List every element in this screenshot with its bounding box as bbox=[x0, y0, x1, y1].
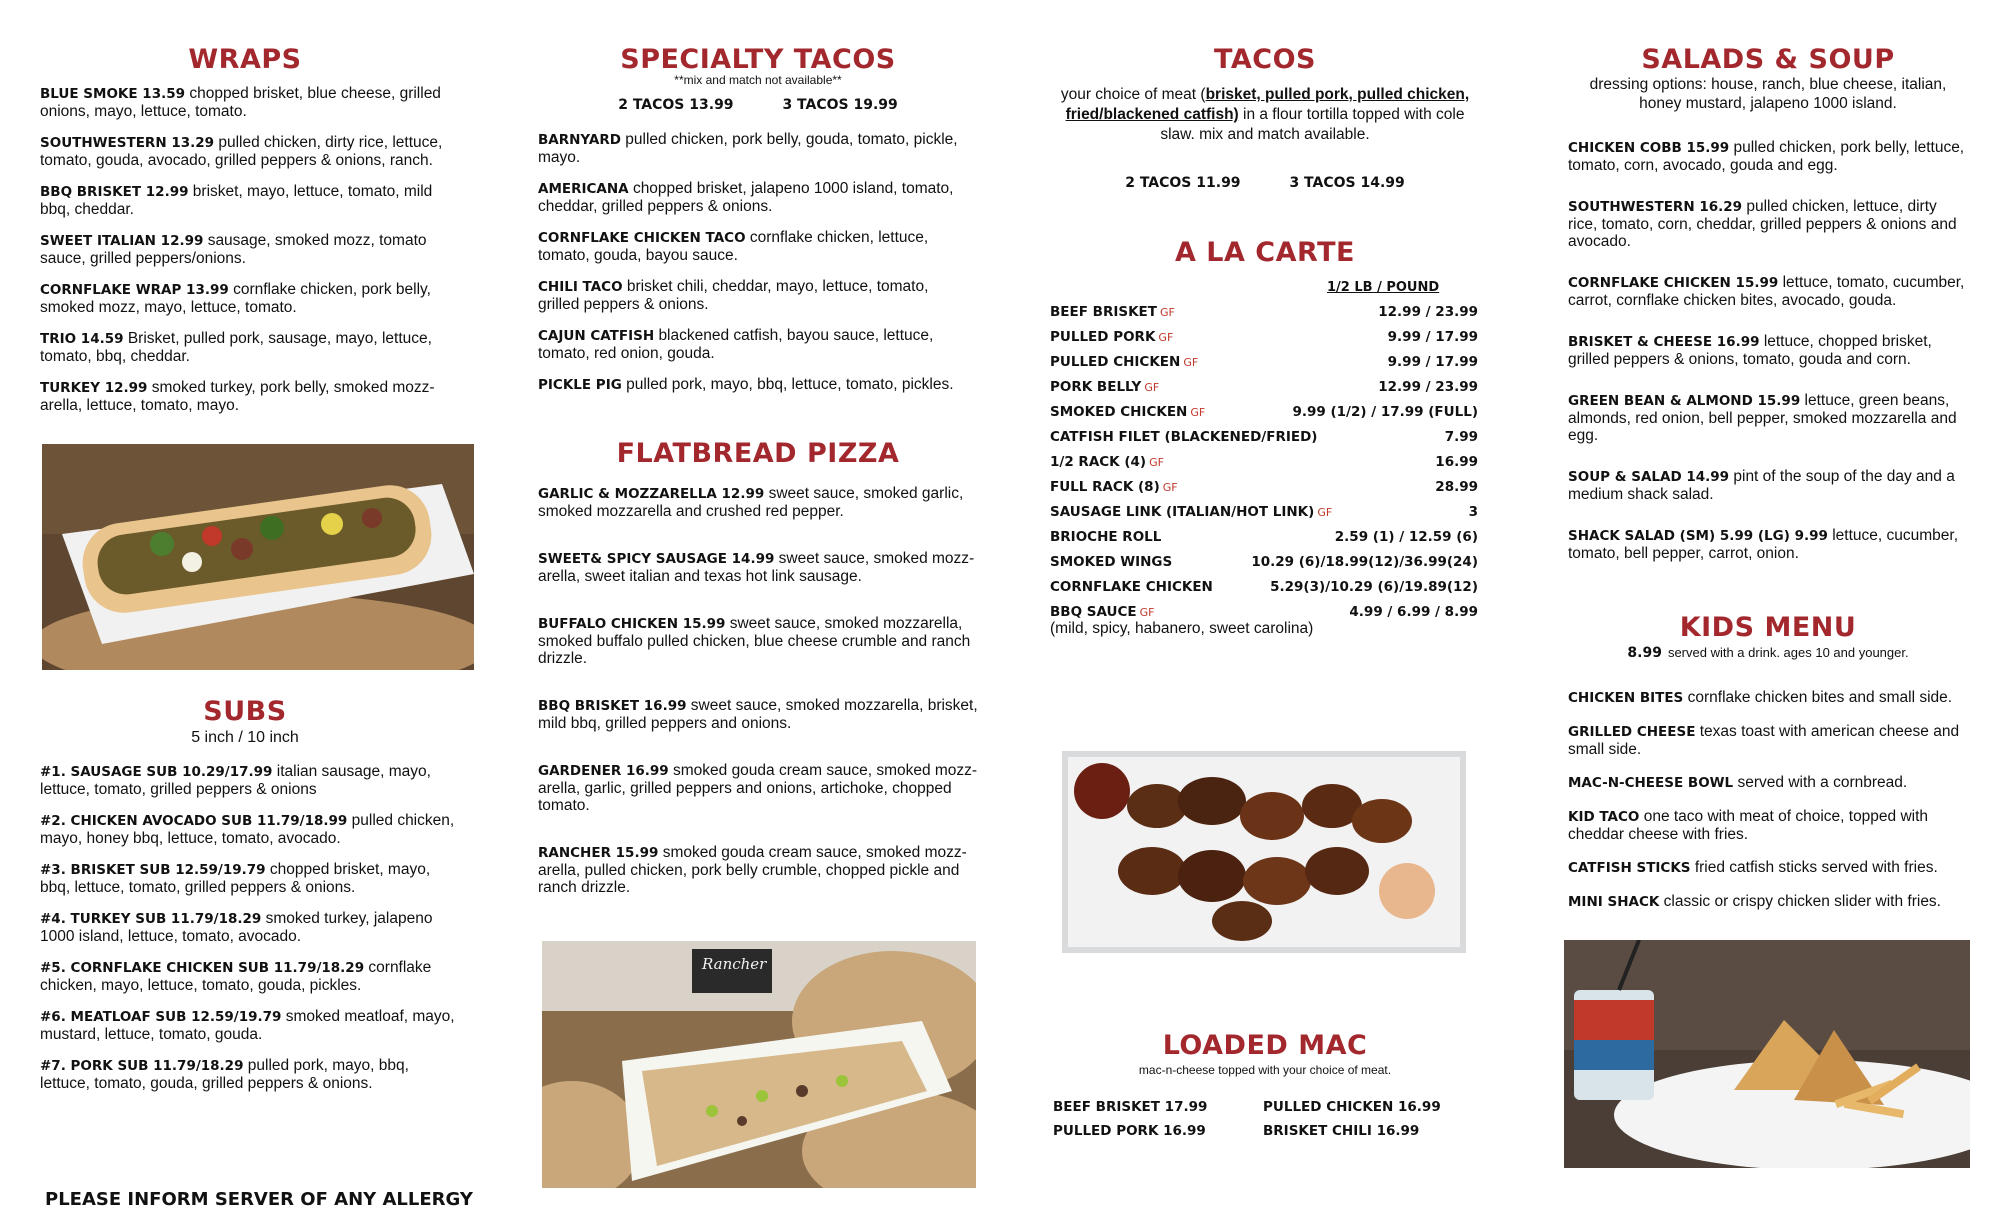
row-name: SMOKED WINGS bbox=[1050, 553, 1173, 570]
kids-price: 8.99 bbox=[1627, 645, 1662, 661]
gf-badge: GF bbox=[1144, 380, 1160, 394]
list-item bbox=[40, 910, 460, 945]
item-desc: smoked gouda cream sauce, smoked mozz-arella, pulled chicken, pork belly crumble, chopped pickle and ranch drizzle. bbox=[538, 844, 967, 896]
grilled-cheese-photo bbox=[1564, 940, 1970, 1168]
gf-badge: GF bbox=[1317, 505, 1333, 519]
row-price: 5.29(3)/10.29 (6)/19.89(12) bbox=[1270, 578, 1478, 595]
item-name: CHILI TACO bbox=[538, 279, 623, 295]
item-name: #7. PORK SUB 11.79/18.29 bbox=[40, 1058, 244, 1074]
item-desc: blackened catfish, bayou sauce, lettuce, tomato, red onion, gouda. bbox=[538, 327, 934, 362]
column-wraps-subs bbox=[40, 0, 470, 428]
list-item bbox=[1568, 392, 1968, 444]
photo-sign-text: Rancher bbox=[702, 955, 767, 973]
price-2-tacos: 2 TACOS 11.99 bbox=[1125, 175, 1241, 191]
row-price: 12.99 / 23.99 bbox=[1378, 378, 1478, 395]
tacos-intro-a: your choice of meat ( bbox=[1060, 86, 1206, 103]
row-price: 28.99 bbox=[1435, 478, 1478, 495]
row-price: 2.59 (1) / 12.59 (6) bbox=[1334, 528, 1478, 545]
item-name: KID TACO bbox=[1568, 809, 1640, 825]
list-item bbox=[1568, 274, 1968, 309]
gf-badge: GF bbox=[1190, 405, 1206, 419]
item-desc: pint of the soup of the day and a medium shack salad. bbox=[1568, 468, 1955, 503]
gf-badge: GF bbox=[1158, 330, 1174, 344]
row-name: BBQ SAUCE bbox=[1050, 603, 1137, 620]
row-name: 1/2 RACK (4) bbox=[1050, 453, 1147, 470]
table-row bbox=[1050, 324, 1478, 349]
row-name: PULLED PORK bbox=[1050, 328, 1156, 345]
item-name: SHACK SALAD (SM) 5.99 (LG) 9.99 bbox=[1568, 528, 1828, 544]
item-name: #3. BRISKET SUB 12.59/19.79 bbox=[40, 862, 266, 878]
flatbread-photo bbox=[542, 941, 976, 1188]
wraps-title: WRAPS bbox=[188, 44, 302, 75]
list-item bbox=[40, 183, 450, 218]
list-item bbox=[40, 1057, 460, 1092]
row-price: 10.29 (6)/18.99(12)/36.99(24) bbox=[1251, 553, 1478, 570]
list-item bbox=[538, 615, 978, 667]
kids-title: KIDS MENU bbox=[1679, 612, 1857, 643]
list-item bbox=[538, 485, 978, 520]
price-2-tacos: 2 TACOS 13.99 bbox=[618, 97, 734, 113]
item-desc: sweet sauce, smoked mozzarella, brisket, mild bbq, grilled peppers and onions. bbox=[538, 697, 978, 732]
list-item bbox=[538, 762, 978, 814]
item-desc: Brisket, pulled pork, sausage, mayo, lettuce, tomato, bbq, cheddar. bbox=[40, 330, 432, 365]
item-desc: brisket chili, cheddar, mayo, lettuce, tomato, grilled peppers & onions. bbox=[538, 278, 929, 313]
list-item bbox=[538, 180, 958, 215]
list-item bbox=[1568, 333, 1968, 368]
table-row bbox=[1050, 449, 1478, 474]
list-item bbox=[538, 376, 958, 394]
item-name: #5. CORNFLAKE CHICKEN SUB 11.79/18.29 bbox=[40, 960, 365, 976]
item-name: TURKEY 12.99 bbox=[40, 380, 148, 396]
loaded-mac-section bbox=[1050, 1030, 1480, 1139]
list-item bbox=[40, 959, 460, 994]
item-desc: classic or crispy chicken slider with fries. bbox=[1663, 893, 1941, 910]
item-name: #4. TURKEY SUB 11.79/18.29 bbox=[40, 911, 262, 927]
list-item: BEEF BRISKET 17.99 bbox=[1053, 1099, 1208, 1115]
item-desc: lettuce, chopped brisket, grilled peppers & onions, tomato, gouda and corn. bbox=[1568, 333, 1932, 368]
row-price: 4.99 / 6.99 / 8.99 bbox=[1349, 603, 1478, 620]
row-price: 9.99 (1/2) / 17.99 (FULL) bbox=[1292, 403, 1478, 420]
item-desc: cornflake chicken, lettuce, tomato, gouda, bayou sauce. bbox=[538, 229, 929, 264]
row-price: 7.99 bbox=[1444, 428, 1478, 445]
row-name: FULL RACK (8) bbox=[1050, 478, 1160, 495]
flatbread-title: FLATBREAD PIZZA bbox=[616, 438, 900, 469]
tacos-intro bbox=[1050, 85, 1480, 145]
item-desc: texas toast with american cheese and small side. bbox=[1568, 723, 1960, 758]
sauce-note: (mild, spicy, habanero, sweet carolina) bbox=[1050, 620, 1314, 637]
list-item bbox=[538, 550, 978, 585]
specialty-tacos-list bbox=[538, 131, 978, 394]
wraps-list bbox=[40, 85, 470, 414]
item-name: CORNFLAKE WRAP 13.99 bbox=[40, 282, 229, 298]
table-row bbox=[1050, 549, 1478, 574]
table-row bbox=[1050, 524, 1478, 549]
list-item: BRISKET CHILI 16.99 bbox=[1263, 1123, 1420, 1139]
gf-badge: GF bbox=[1139, 605, 1155, 619]
tacos-title: TACOS bbox=[1214, 44, 1316, 75]
item-name: MINI SHACK bbox=[1568, 894, 1660, 910]
row-price: 12.99 / 23.99 bbox=[1378, 303, 1478, 320]
table-row bbox=[1050, 374, 1478, 399]
item-desc: lettuce, cucumber, tomato, bell pepper, carrot, onion. bbox=[1568, 527, 1959, 562]
a-la-carte-title: A LA CARTE bbox=[1175, 237, 1355, 268]
row-name: BEEF BRISKET bbox=[1050, 303, 1157, 320]
list-item bbox=[40, 861, 460, 896]
tacos-meat-options: brisket, pulled pork, pulled chicken, fried/blackened catfish) bbox=[1065, 86, 1470, 123]
subs-list bbox=[40, 763, 470, 1092]
row-name: PULLED CHICKEN bbox=[1050, 353, 1181, 370]
list-item bbox=[1568, 689, 1968, 707]
item-name: BUFFALO CHICKEN 15.99 bbox=[538, 616, 726, 632]
list-item bbox=[538, 278, 958, 313]
item-desc: one taco with meat of choice, topped with cheddar cheese with fries. bbox=[1568, 808, 1929, 843]
item-name: GREEN BEAN & ALMOND 15.99 bbox=[1568, 393, 1801, 409]
item-desc: pulled pork, mayo, bbq, lettuce, tomato, gouda, grilled peppers & onions. bbox=[40, 1057, 409, 1092]
specialty-tacos-prices bbox=[538, 97, 978, 113]
list-item bbox=[40, 812, 460, 847]
row-price: 3 bbox=[1468, 503, 1478, 520]
column-salads-kids bbox=[1568, 0, 1968, 925]
item-name: CAJUN CATFISH bbox=[538, 328, 655, 344]
list-item bbox=[538, 131, 958, 166]
item-name: CORNFLAKE CHICKEN TACO bbox=[538, 230, 746, 246]
subs-title: SUBS bbox=[203, 696, 287, 727]
item-name: CHICKEN BITES bbox=[1568, 690, 1684, 706]
row-price: 9.99 / 17.99 bbox=[1387, 328, 1478, 345]
item-desc: pulled chicken, pork belly, lettuce, tomato, corn, avocado, gouda and egg. bbox=[1568, 139, 1965, 174]
kids-list bbox=[1568, 689, 1968, 911]
column-tacos-alacarte bbox=[1050, 0, 1480, 638]
kids-subtitle bbox=[1568, 645, 1968, 661]
list-item bbox=[1568, 198, 1968, 250]
item-name: SWEET& SPICY SAUSAGE 14.99 bbox=[538, 551, 775, 567]
list-item bbox=[1568, 723, 1968, 758]
item-desc: chopped brisket, blue cheese, grilled onions, mayo, lettuce, tomato. bbox=[40, 85, 441, 120]
gf-badge: GF bbox=[1159, 305, 1175, 319]
item-name: CORNFLAKE CHICKEN 15.99 bbox=[1568, 275, 1779, 291]
item-name: #2. CHICKEN AVOCADO SUB 11.79/18.99 bbox=[40, 813, 348, 829]
item-desc: pulled chicken, lettuce, dirty rice, tomato, corn, cheddar, grilled peppers & onions and avocado. bbox=[1568, 198, 1957, 250]
specialty-tacos-title: SPECIALTY TACOS bbox=[620, 44, 896, 75]
list-item bbox=[40, 330, 450, 365]
price-3-tacos: 3 TACOS 19.99 bbox=[782, 97, 898, 113]
item-desc: sweet sauce, smoked mozz-arella, sweet italian and texas hot link sausage. bbox=[538, 550, 975, 585]
item-desc: cornflake chicken, mayo, lettuce, tomato, gouda, pickles. bbox=[40, 959, 432, 994]
item-name: CATFISH STICKS bbox=[1568, 860, 1691, 876]
table-row bbox=[1050, 299, 1478, 324]
item-desc: italian sausage, mayo, lettuce, tomato, grilled peppers & onions bbox=[40, 763, 431, 798]
item-desc: smoked turkey, jalapeno 1000 island, lettuce, tomato, avocado. bbox=[40, 910, 433, 945]
item-desc: fried catfish sticks served with fries. bbox=[1694, 859, 1938, 876]
item-desc: cornflake chicken, pork belly, smoked mozz, mayo, lettuce, tomato. bbox=[40, 281, 431, 316]
list-item bbox=[40, 134, 450, 169]
item-desc: smoked meatloaf, mayo, mustard, lettuce, tomato, gouda. bbox=[40, 1008, 455, 1043]
item-desc: smoked gouda cream sauce, smoked mozz-arella, garlic, grilled peppers and onions, artichoke, chopped tomato. bbox=[538, 762, 978, 814]
item-name: #1. SAUSAGE SUB 10.29/17.99 bbox=[40, 764, 273, 780]
price-3-tacos: 3 TACOS 14.99 bbox=[1289, 175, 1405, 191]
item-name: MAC-N-CHEESE BOWL bbox=[1568, 775, 1734, 791]
row-name: BRIOCHE ROLL bbox=[1050, 528, 1162, 545]
item-name: BBQ BRISKET 16.99 bbox=[538, 698, 687, 714]
list-item bbox=[40, 379, 450, 414]
item-desc: chopped brisket, mayo, bbq, lettuce, tomato, grilled peppers & onions. bbox=[40, 861, 431, 896]
flatbread-list bbox=[538, 485, 978, 896]
wrap-photo bbox=[42, 444, 474, 670]
list-item bbox=[1568, 527, 1968, 562]
item-desc: pulled pork, mayo, bbq, lettuce, tomato, pickles. bbox=[626, 376, 954, 393]
item-name: BRISKET & CHEESE 16.99 bbox=[1568, 334, 1760, 350]
item-name: GRILLED CHEESE bbox=[1568, 724, 1696, 740]
row-name: SMOKED CHICKEN bbox=[1050, 403, 1188, 420]
list-item bbox=[1568, 893, 1968, 911]
item-name: SOUTHWESTERN 16.29 bbox=[1568, 199, 1743, 215]
item-desc: sweet sauce, smoked garlic, smoked mozzarella and crushed red pepper. bbox=[538, 485, 964, 520]
item-desc: smoked turkey, pork belly, smoked mozz-arella, lettuce, tomato, mayo. bbox=[40, 379, 435, 414]
row-name: CORNFLAKE CHICKEN bbox=[1050, 578, 1213, 595]
item-name: #6. MEATLOAF SUB 12.59/19.79 bbox=[40, 1009, 282, 1025]
item-desc: pulled chicken, mayo, honey bbq, lettuce, tomato, avocado. bbox=[40, 812, 455, 847]
list-item bbox=[1568, 468, 1968, 503]
list-item: PULLED CHICKEN 16.99 bbox=[1263, 1099, 1441, 1115]
table-row bbox=[1050, 574, 1478, 599]
row-name: SAUSAGE LINK (ITALIAN/HOT LINK) bbox=[1050, 503, 1315, 520]
item-name: GARLIC & MOZZARELLA 12.99 bbox=[538, 486, 765, 502]
item-desc: sweet sauce, smoked mozzarella, smoked buffalo pulled chicken, blue cheese crumble and ranch drizzle. bbox=[538, 615, 971, 667]
item-desc: pulled chicken, dirty rice, lettuce, tomato, gouda, avocado, grilled peppers & onions, ranch. bbox=[40, 134, 443, 169]
table-row bbox=[1050, 499, 1478, 524]
salads-subtitle: dressing options: house, ranch, blue cheese, italian, honey mustard, jalapeno 1000 island. bbox=[1589, 76, 1947, 112]
item-desc: cornflake chicken bites and small side. bbox=[1687, 689, 1953, 706]
item-name: BLUE SMOKE 13.59 bbox=[40, 86, 186, 102]
item-desc: chopped brisket, jalapeno 1000 island, tomato, cheddar, grilled peppers & onions. bbox=[538, 180, 954, 215]
item-name: SOUTHWESTERN 13.29 bbox=[40, 135, 215, 151]
table-row bbox=[1050, 424, 1478, 449]
row-price: 16.99 bbox=[1435, 453, 1478, 470]
item-name: SOUP & SALAD 14.99 bbox=[1568, 469, 1730, 485]
allergy-notice: PLEASE INFORM SERVER OF ANY ALLERGY bbox=[45, 1189, 473, 1210]
list-item bbox=[40, 763, 460, 798]
loaded-mac-items bbox=[1053, 1099, 1473, 1139]
subs-subtitle: 5 inch / 10 inch bbox=[191, 729, 299, 746]
list-item bbox=[1568, 808, 1968, 843]
item-desc: pulled chicken, pork belly, gouda, tomato, pickle, mayo. bbox=[538, 131, 958, 166]
list-item bbox=[40, 85, 450, 120]
list-item bbox=[1568, 859, 1968, 877]
item-name: BBQ BRISKET 12.99 bbox=[40, 184, 189, 200]
tacos-intro-b: in a flour tortilla topped with cole slaw. mix and match available. bbox=[1160, 106, 1465, 143]
list-item bbox=[538, 229, 958, 264]
row-name: PORK BELLY bbox=[1050, 378, 1142, 395]
list-item bbox=[1568, 139, 1968, 174]
gf-badge: GF bbox=[1183, 355, 1199, 369]
list-item bbox=[40, 1008, 460, 1043]
gf-badge: GF bbox=[1149, 455, 1164, 469]
list-item bbox=[538, 327, 958, 362]
subs-section bbox=[40, 696, 470, 1106]
loaded-mac-title: LOADED MAC bbox=[1162, 1030, 1368, 1061]
salads-title: SALADS & SOUP bbox=[1641, 44, 1895, 75]
row-name: CATFISH FILET (BLACKENED/FRIED) bbox=[1050, 428, 1318, 445]
item-desc: brisket, mayo, lettuce, tomato, mild bbq, cheddar. bbox=[40, 183, 433, 218]
kids-subtitle-text: served with a drink. ages 10 and younger. bbox=[1667, 645, 1909, 660]
specialty-tacos-note: **mix and match not available** bbox=[674, 73, 842, 87]
item-desc: lettuce, green beans, almonds, red onion, bell pepper, smoked mozzarella and egg. bbox=[1568, 392, 1957, 444]
item-name: RANCHER 15.99 bbox=[538, 845, 659, 861]
list-item: PULLED PORK 16.99 bbox=[1053, 1123, 1206, 1139]
row-price: 9.99 / 17.99 bbox=[1387, 353, 1478, 370]
a-la-carte-header: 1/2 LB / POUND bbox=[1327, 280, 1440, 295]
item-name: GARDENER 16.99 bbox=[538, 763, 669, 779]
table-row bbox=[1050, 399, 1478, 424]
loaded-mac-subtitle: mac-n-cheese topped with your choice of meat. bbox=[1138, 1063, 1392, 1077]
table-row bbox=[1050, 474, 1478, 499]
gf-badge: GF bbox=[1162, 480, 1178, 494]
list-item bbox=[538, 844, 978, 896]
item-name: TRIO 14.59 bbox=[40, 331, 124, 347]
salads-list bbox=[1568, 139, 1968, 562]
item-name: SWEET ITALIAN 12.99 bbox=[40, 233, 204, 249]
item-name: AMERICANA bbox=[538, 181, 629, 197]
wings-photo bbox=[1062, 751, 1466, 953]
item-desc: served with a cornbread. bbox=[1737, 774, 1908, 791]
item-desc: lettuce, tomato, cucumber, carrot, cornflake chicken bites, avocado, gouda. bbox=[1568, 274, 1965, 309]
column-specialty-flatbread bbox=[538, 0, 978, 910]
item-name: PICKLE PIG bbox=[538, 377, 622, 393]
item-name: BARNYARD bbox=[538, 132, 621, 148]
list-item bbox=[40, 232, 450, 267]
list-item bbox=[538, 697, 978, 732]
tacos-prices bbox=[1050, 175, 1480, 191]
a-la-carte-table bbox=[1050, 299, 1478, 638]
list-item bbox=[1568, 774, 1968, 792]
list-item bbox=[40, 281, 450, 316]
item-name: CHICKEN COBB 15.99 bbox=[1568, 140, 1730, 156]
table-row bbox=[1050, 349, 1478, 374]
item-desc: sausage, smoked mozz, tomato sauce, grilled peppers/onions. bbox=[40, 232, 427, 267]
